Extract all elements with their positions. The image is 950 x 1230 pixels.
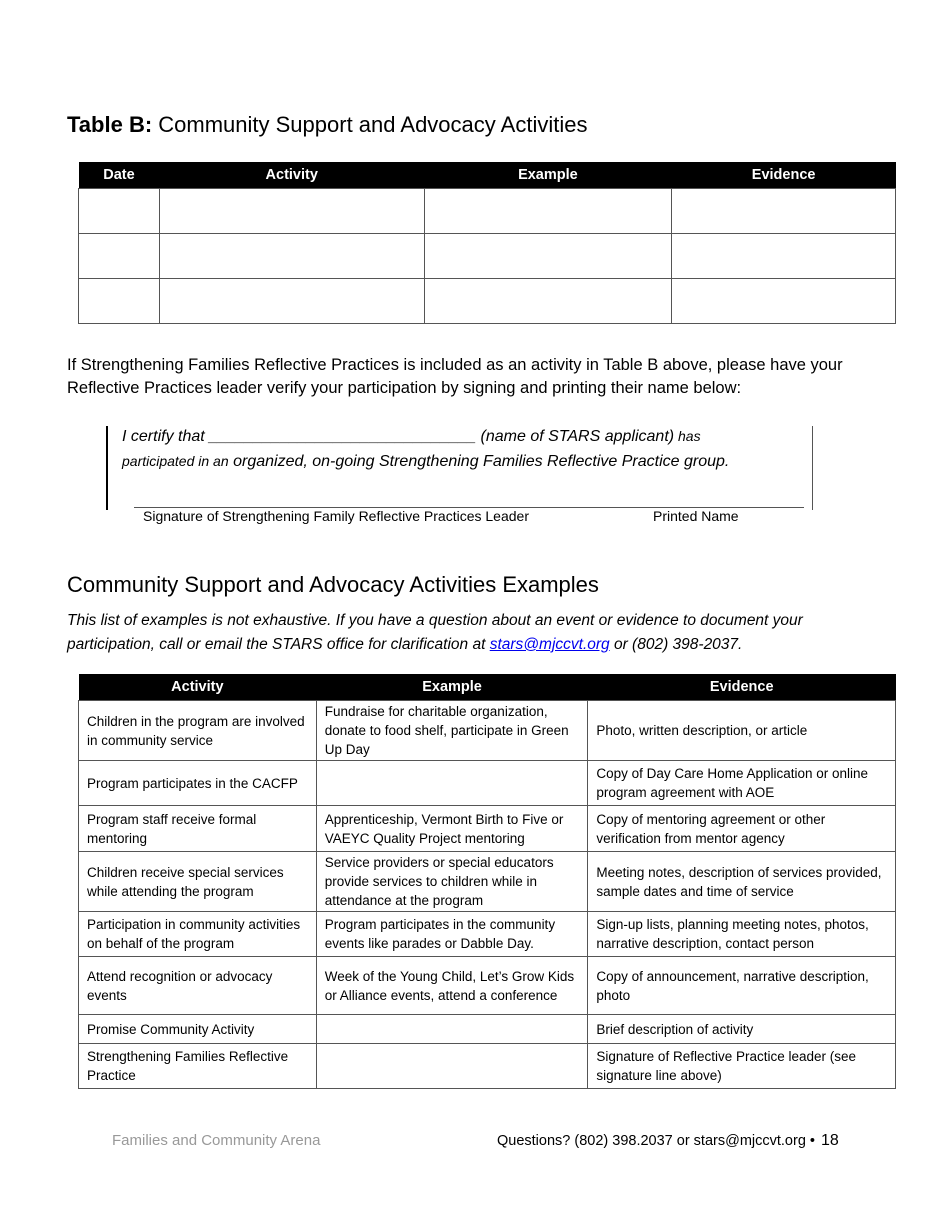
examples-table <box>78 674 896 1089</box>
example-cell: Program participates in the community events like parades or Dabble Day. <box>316 912 588 957</box>
table-b-header-row <box>79 162 896 189</box>
activity-cell: Participation in community activities on behalf of the program <box>79 912 317 957</box>
table-b-header-evidence: Evidence <box>672 162 896 189</box>
table-row <box>79 852 896 912</box>
table-row <box>79 1044 896 1089</box>
evidence-cell: Copy of mentoring agreement or other verification from mentor agency <box>588 806 896 852</box>
table-row <box>79 1015 896 1044</box>
table-row <box>79 912 896 957</box>
example-cell: Fundraise for charitable organization, donate to food shelf, participate in Green Up Day <box>316 701 588 761</box>
evidence-cell: Sign-up lists, planning meeting notes, photos, narrative description, contact person <box>588 912 896 957</box>
table-b-cell[interactable] <box>424 279 672 324</box>
evidence-cell: Meeting notes, description of services provided, sample dates and time of service <box>588 852 896 912</box>
table-b-cell[interactable] <box>159 189 424 234</box>
examples-header-activity: Activity <box>79 674 317 701</box>
examples-title: Community Support and Advocacy Activities Examples <box>67 572 599 597</box>
table-row <box>79 806 896 852</box>
printed-name-label: Printed Name <box>653 508 739 524</box>
example-cell <box>316 761 588 806</box>
certification-statement: I certify that ______________________________ (name of STARS applicant) has participated in an organized, on-going Strengthening Families Reflective Practice group. <box>122 428 730 470</box>
table-row <box>79 279 896 324</box>
examples-header-row <box>79 674 896 701</box>
activity-cell: Strengthening Families Reflective Practice <box>79 1044 317 1089</box>
example-cell: Service providers or special educators provide services to children while in attendance at the program <box>316 852 588 912</box>
email-link[interactable]: stars@mjccvt.org <box>489 636 610 653</box>
example-cell <box>316 1015 588 1044</box>
examples-note: This list of examples is not exhaustive. If you have a question about an event or evidence to document your participation, call or email the STARS office for clarification at stars@mjccvt.org or (802) 398-2037. <box>67 612 803 653</box>
activity-cell: Program staff receive formal mentoring <box>79 806 317 852</box>
table-b-header-example: Example <box>424 162 672 189</box>
table-b-title: Table B: Community Support and Advocacy Activities <box>67 112 588 137</box>
evidence-cell: Copy of Day Care Home Application or online program agreement with AOE <box>588 761 896 806</box>
table-b-cell[interactable] <box>424 234 672 279</box>
activity-cell: Children in the program are involved in community service <box>79 701 317 761</box>
footer-section-name: Families and Community Arena <box>112 1132 321 1149</box>
table-row <box>79 761 896 806</box>
example-cell: Week of the Young Child, Let’s Grow Kids or Alliance events, attend a conference <box>316 957 588 1015</box>
example-cell <box>316 1044 588 1089</box>
table-b-cell[interactable] <box>79 234 160 279</box>
table-b-cell[interactable] <box>79 189 160 234</box>
table-row <box>79 701 896 761</box>
table-b <box>78 162 896 324</box>
footer-contact: Questions? (802) 398.2037 or stars@mjccvt.org • 18 <box>497 1132 839 1149</box>
table-b-cell[interactable] <box>159 279 424 324</box>
activity-cell: Attend recognition or advocacy events <box>79 957 317 1015</box>
table-b-cell[interactable] <box>672 279 896 324</box>
table-b-header-activity: Activity <box>159 162 424 189</box>
evidence-cell: Copy of announcement, narrative description, photo <box>588 957 896 1015</box>
example-cell: Apprenticeship, Vermont Birth to Five or VAEYC Quality Project mentoring <box>316 806 588 852</box>
table-b-cell[interactable] <box>672 189 896 234</box>
table-row <box>79 234 896 279</box>
signature-label: Signature of Strengthening Family Reflective Practices Leader <box>143 508 529 524</box>
table-row <box>79 957 896 1015</box>
table-row <box>79 189 896 234</box>
table-b-cell[interactable] <box>424 189 672 234</box>
table-b-header-date: Date <box>79 162 160 189</box>
table-b-cell[interactable] <box>79 279 160 324</box>
evidence-cell: Photo, written description, or article <box>588 701 896 761</box>
evidence-cell: Signature of Reflective Practice leader (see signature line above) <box>588 1044 896 1089</box>
activity-cell: Program participates in the CACFP <box>79 761 317 806</box>
intro-paragraph: If Strengthening Families Reflective Practices is included as an activity in Table B above, please have your Reflective Practices leader verify your participation by signing and printing their name below: <box>67 356 843 397</box>
page-number: 18 <box>821 1132 839 1149</box>
activity-cell: Promise Community Activity <box>79 1015 317 1044</box>
examples-header-example: Example <box>316 674 588 701</box>
evidence-cell: Brief description of activity <box>588 1015 896 1044</box>
examples-header-evidence: Evidence <box>588 674 896 701</box>
activity-cell: Children receive special services while attending the program <box>79 852 317 912</box>
table-b-cell[interactable] <box>672 234 896 279</box>
table-b-cell[interactable] <box>159 234 424 279</box>
